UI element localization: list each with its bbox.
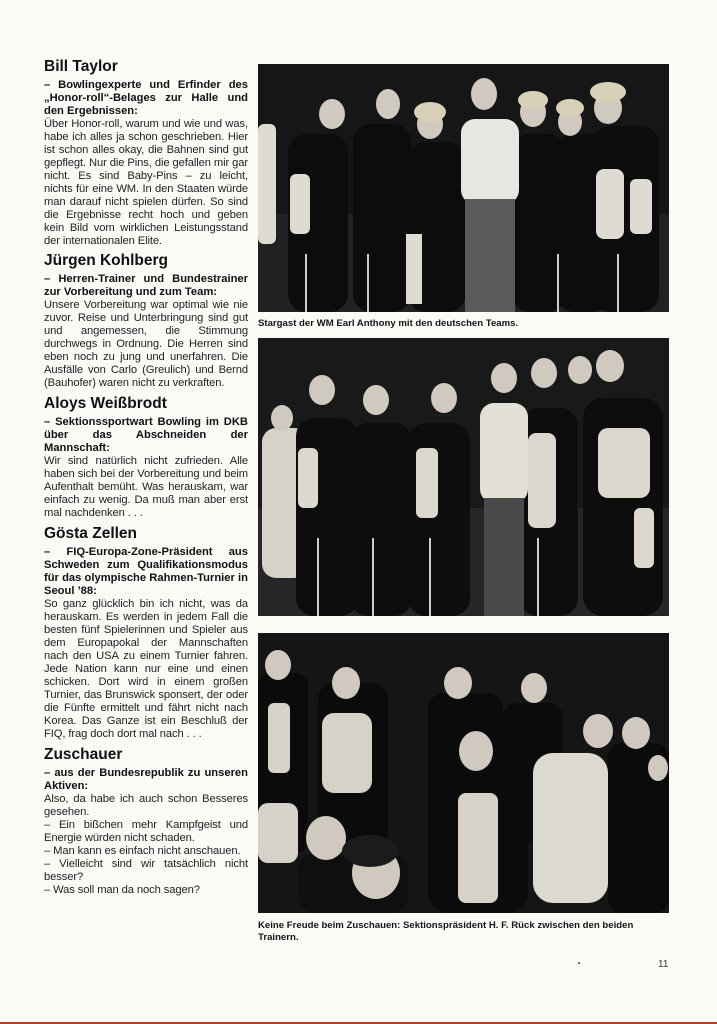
section-body: Wir sind natürlich nicht zufrieden. Alle haben sich bei der Vorbereitung und beim Aufenthalt bemüht. Was herauskam, war einfach zu wenig. Da muß man aber erst mal nachdenken . . . [44,455,248,519]
section-body-line: – Was soll man da noch sagen? [44,884,200,896]
section-goesta-zellen [44,525,248,741]
section-bill-taylor [44,58,248,248]
page-number: 11 [658,959,669,970]
section-heading: Gösta Zellen [44,525,138,542]
section-body: Unsere Vorbereitung war optimal wie nie zuvor. Reise und Unterbringung sind gut und angemessen, die Stimmung durchwegs in Ordnung. Die Herren sind eben noch zu jung und unerfahren. Die Ausfälle von Carlo (Greulich) und Bernd (Bauhofer) waren nicht zu verkraften. [44,299,248,389]
section-body-line: Also, da habe ich auch schon Besseres gesehen. [44,793,248,818]
photo-caption: Stargast der WM Earl Anthony mit den deutschen Teams. [258,318,519,329]
photo-caption: Keine Freude beim Zuschauen: Sektionspräsident H. F. Rück zwischen den beiden Trainern. [258,920,634,943]
photo-mens-team [258,338,669,616]
section-lead: – FIQ-Europa-Zone-Präsident aus Schweden zum Qualifikationsmodus für das olympische Rahmen-Turnier in Seoul ’88: [44,546,248,597]
section-heading: Bill Taylor [44,58,118,75]
section-zuschauer [44,746,248,897]
article-text-column [44,58,248,897]
section-lead: – Herren-Trainer und Bundestrainer zur Vorbereitung und zum Team: [44,273,248,298]
section-juergen-kohlberg [44,252,248,390]
section-body-line: – Ein bißchen mehr Kampfgeist und Energie würden nicht schaden. [44,819,248,844]
section-heading: Aloys Weißbrodt [44,395,167,412]
section-lead: – Bowlingexperte und Erfinder des „Honor-roll“-Belages zur Halle und den Ergebnissen: [44,79,248,117]
section-body: Über Honor-roll, warum und wie und was, habe ich alles ja schon geschrieben. Hier ist schon alles okay, die Bahnen sind gut gepflegt. Nur die Pins, die gefallen mir gar nicht. Es sind Baby-Pins – zu leicht, nichts für eine WM. In den Staaten würde man darauf nicht spielen dürfen. So sind die Ergebnisse recht hoch und geben kein Bild vom wirklichen Leistungsstand der internationalen Elite. [44,118,248,247]
print-speck [578,962,580,964]
photo-teams-with-earl-anthony [258,64,669,312]
section-body-line: – Vielleicht sind wir tatsächlich nicht besser? [44,858,248,883]
photo-spectators [258,633,669,913]
section-body: So ganz glücklich bin ich nicht, was da herauskam. Es werden in jedem Fall die besten fünf Spielerinnen und Spieler aus dem Europapokal der Mannschaften nach den USA zu einem Turnier fahren. Jede Nation kann nur eine und einen schicken. Dort wird in einem großen Turnier, das Brunswick sponsert, der oder die Fünfte ermittelt und fährt nicht nach Korea. Das Ganze ist ein Beschluß der FIQ, frag doch dort mal nach . . . [44,598,248,740]
section-heading: Zuschauer [44,746,123,763]
section-body-line: – Man kann es einfach nicht anschauen. [44,845,241,857]
section-lead: – Sektionssportwart Bowling im DKB über das Abschneiden der Mannschaft: [44,416,248,454]
section-lead: – aus der Bundesrepublik zu unseren Aktiven: [44,767,248,792]
section-heading: Jürgen Kohlberg [44,252,169,269]
section-aloys-weissbrodt [44,395,248,520]
